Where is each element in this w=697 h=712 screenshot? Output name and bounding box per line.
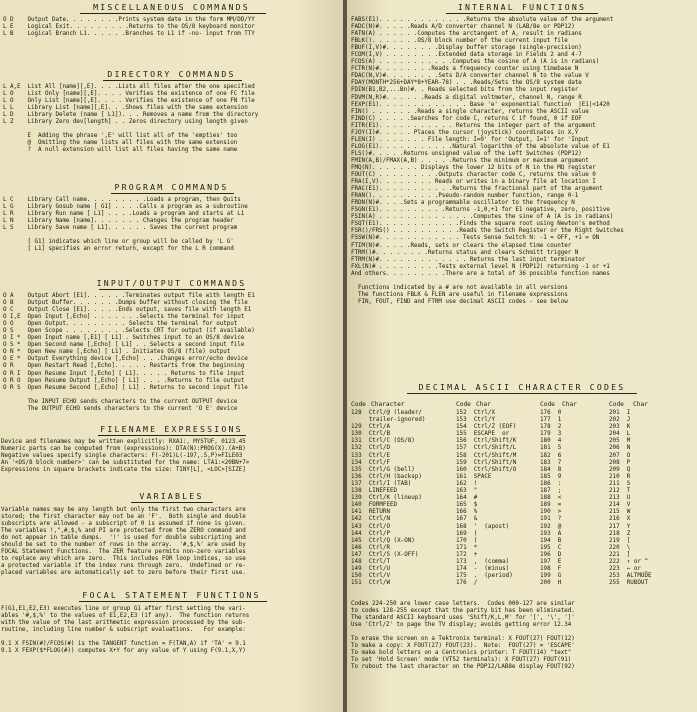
directory-commands-text (3, 84, 258, 154)
text-line: E Adding the phrase ',E' will list all of the 'empties' too (3, 133, 238, 140)
left-page (0, 0, 343, 712)
text-line: 161 SPACE (456, 473, 492, 480)
heading-underline (99, 289, 245, 290)
ascii-column-2 (456, 410, 516, 587)
text-line: L D Library Delete (name [ L1]). . . Removes a name from the directory (3, 112, 259, 119)
text-line: FSGN(E1). . . . . . . . . .Returns -1,0,+1 for E1 negative, zero, positive (351, 207, 610, 214)
text-line: with the value of the last arithmetic expression processed by the sub- (1, 620, 246, 627)
text-line: FABS(E1). . . . . . . . . . . . .Returns the absolute value of the argument (351, 17, 614, 23)
text-line: 137 Ctrl/I (TAB) (351, 480, 412, 487)
text-line: 191 ? (540, 516, 562, 523)
text-line: 129 Ctrl/A (351, 424, 391, 431)
text-line: 131 Ctrl/C (OS/8) (351, 438, 415, 445)
right-page (347, 0, 697, 712)
text-line: The standard ASCII keyboard uses 'Shift/K,L,M' for '[', '\', ']' (351, 615, 575, 622)
text-line: 128 Ctrl/@ (leader/ (351, 410, 422, 416)
text-line: 180 4 (540, 438, 562, 445)
text-line (351, 278, 624, 285)
text-line: O R O Open Resume Output [,Echo] [ L1] . . . .Returns to file output (3, 377, 245, 384)
text-line: 253 ALTMODE (609, 573, 652, 580)
text-line: O R S Open Resume Second [,Echo] [ L1] . Returns to second input file (3, 384, 248, 391)
text-line: 186 : (540, 480, 562, 487)
text-line: 220 \ (609, 544, 631, 551)
header-code-4: Code (609, 401, 624, 408)
text-line: 196 D (540, 551, 562, 558)
text-line: 162 ! (456, 480, 478, 487)
header-char-3: Char (562, 401, 577, 408)
text-line: a protected variable if the index runs through zero. Undefined or re- (1, 563, 246, 570)
text-line: @ Omitting the name lists all files with the same extension (3, 140, 238, 147)
text-line (3, 392, 255, 399)
text-line: FCOS(A) . . . . . . . . . . .Computes the cosine of A (A is in radians) (351, 59, 600, 66)
text-line: 146 Ctrl/R (351, 544, 391, 551)
text-line: 157 Ctrl/Shift/L (456, 445, 517, 452)
text-line: 150 Ctrl/V (351, 573, 391, 580)
ascii-column-4 (609, 410, 652, 587)
text-line: 134 Ctrl/F (351, 459, 391, 466)
text-line: O I,E Open Input [,Echo] . . . . . . .Selects the terminal for input (3, 314, 245, 321)
text-line: FCTR(N)#. . . . . . . .Reads a frequency counter using timebase N (351, 66, 579, 73)
input-output-commands-text (3, 293, 255, 413)
header-char-4: Char (633, 401, 648, 408)
text-line: 9.1 X FSIN(#)/FCOS(#) is the TANGENT function = F(TAN,A) if 'TA' = 9.1 (1, 641, 246, 648)
text-line: O I * Open Input name [,E1] [ L1] . Switches input to an OS/8 device (3, 335, 245, 342)
program-commands-text (3, 197, 248, 253)
section-heading-program: PROGRAM COMMANDS (114, 182, 229, 192)
text-line: to replace any which are zero. This includes FOR loop indices, so use (1, 556, 246, 563)
text-line: O D Output Date. . . . . . . .Prints system date in the form MM/DD/YY (3, 17, 255, 23)
text-line (351, 629, 575, 636)
text-line: 184 8 (540, 466, 562, 473)
heading-underline (79, 601, 267, 602)
text-line: 173 , (comma) (456, 558, 510, 565)
text-line: FMQ(N). . . . . . . Displays the lower 12 bits of N in the MQ register (351, 164, 596, 171)
text-line: 189 = (540, 502, 562, 509)
text-line: 133 Ctrl/E (351, 452, 391, 459)
text-line: 9.1 X FEXP($*FLOG(#)) computes X+Y for any value of Y using F(9.1,X,Y) (1, 648, 246, 655)
text-line: 212 T (609, 488, 631, 495)
text-line (3, 126, 258, 133)
text-line: FIND(C) . . . . .Searches for code C, returns C if found, 0 if EOF (351, 115, 582, 122)
text-line: FTRM()#. . . . . . . .Returns status and clears Schmitt trigger N (351, 249, 579, 256)
text-line: 144 Ctrl/P (351, 530, 391, 537)
text-line: 147 Ctrl/S (X-OFF) (351, 551, 419, 558)
ascii-column-1 (351, 410, 425, 587)
section-heading-internal-functions: INTERNAL FUNCTIONS (457, 2, 587, 12)
text-line: 179 3 (540, 431, 562, 438)
text-line: FRAN(). . . . . . . . . .Pseudo-random number function, range 0-1 (351, 193, 579, 200)
text-line: Numeric parts can be computed from (expressions): DTA(N):PROG(X).(A+B) (1, 446, 246, 453)
text-line: 209 Q (609, 466, 631, 473)
text-line: FDAC(N,V)#. . . . . . . .Sets D/A converter channel N to the value V (351, 73, 589, 80)
text-line: FRA(I,V). . . . . . . . Reads or writes in a binary file at location I (351, 179, 596, 186)
text-line: 202 J (609, 417, 631, 424)
text-line: 181 5 (540, 445, 562, 452)
heading-underline (407, 393, 637, 394)
text-line: To rubout the last character on the PDP12/LAB8e display FOUT(92) (351, 664, 575, 671)
text-line: 211 S (609, 480, 631, 487)
text-line: [ L1] specifies an error return, except for the L R command (3, 246, 234, 253)
text-line: 199 G (540, 573, 562, 580)
text-line: 219 [ (609, 537, 631, 544)
text-line: FATN(A) . . . . . .Computes the arctangent of A, result in radians (351, 31, 582, 38)
text-line: 200 H (540, 580, 562, 587)
text-line: O R I Open Resume Input [,Echo] [ L1]. . . . . Returns to file input (3, 370, 245, 377)
text-line: 188 < (540, 495, 562, 502)
text-line: 182 6 (540, 452, 562, 459)
text-line: 171 * (456, 544, 478, 551)
text-line: stored; the first character may not be an 'F'. Both single and double (1, 514, 246, 521)
section-heading-input-output: INPUT/OUTPUT COMMANDS (96, 278, 247, 288)
text-line: 198 F (540, 566, 562, 573)
ascii-column-3 (540, 410, 561, 587)
text-line: 136 Ctrl/H (backsp) (351, 473, 422, 480)
text-line: 138 LINEFEED (351, 488, 398, 495)
text-line: FEXP(E1). . . . . . . . . . . . . Base 'e' exponential function |E1|<1420 (351, 101, 610, 108)
text-line: FBLK(). . . . . . .OS/8 block number of the current input file (351, 38, 568, 45)
text-line: Expressions in square brackets indicate the size: TINY[L], <LOC>[SIZE] (1, 467, 246, 474)
text-line: To make a copy: X FOUT(27) FOUT(23). Note: FOUT(27) = 'ESCAPE' (351, 643, 575, 650)
text-line: 167 & (456, 516, 478, 523)
text-line: 214 V (609, 502, 631, 509)
section-heading-misc: MISCELLANEOUS COMMANDS (93, 2, 250, 12)
text-line: FTRM(N)#. . . . . . . . . . . . . Returns the last input terminator (351, 256, 586, 263)
text-line: FRAC(E1). . . . . . . . . . .Returns the fractional part of the argument (351, 186, 603, 193)
text-line: FMIN(A,B)/FMAX(A,B) . . . . .Returns the minimum or maximum argument (351, 157, 589, 164)
text-line: routine, including line number & subscript evaluations. For example: (1, 627, 246, 634)
text-line: 183 7 (540, 459, 562, 466)
text-line: 158 Ctrl/Shift/M (456, 452, 517, 459)
text-line: do not appear in table dumps. '!' is used for double subscripting and (1, 535, 246, 542)
text-line: L O List Only [name][,E]. . . . Verifies the existence of one FC file (3, 91, 255, 98)
ascii-notes-text (351, 601, 575, 671)
section-heading-directory: DIRECTORY COMMANDS (107, 69, 236, 79)
text-line: 192 @ (540, 523, 562, 530)
text-line: 175 . (period) (456, 573, 513, 580)
text-line: 176 / (456, 580, 478, 587)
text-line: Functions indicated by a # are not available in all versions (351, 284, 568, 291)
text-line: 221 ] (609, 551, 631, 558)
internal-functions-text (351, 17, 624, 306)
heading-underline (80, 13, 266, 14)
header-character: Character (371, 401, 405, 408)
text-line: FLS()#. . . . .Returns unsigned value of the Left Switches (PDP12) (351, 150, 582, 157)
text-line: F(G1,E1,E2,E3) executes line or group G1 after first setting the vari- (1, 606, 246, 612)
text-line: L B Logical Branch L1. . . . . .Branches to L1 if -no- input from TTY (3, 31, 255, 38)
text-line: An '<OS/8 block number>' can be substituted for the name: LTA1:<20BN+7> (1, 460, 250, 467)
text-line: FBUF(I,V)#. . . . . . . .Display buffer storage (single-precision) (351, 45, 582, 52)
text-line: trailer-ignored) (351, 417, 426, 424)
text-line: FLOG(E1). . . . . . . . . . .Natural logarithm of the absolute value of E1 (351, 143, 610, 150)
text-line: 154 Ctrl/Z (EOF) (456, 424, 517, 431)
text-line: FSIN(A) . . . . . . . . . . . . . .Computes the sine of A (A is in radians) (351, 214, 614, 221)
text-line: FDAY(MONTH*256+DAY*8+YEAR-78) . . .Reads/Sets the OS/8 system date (351, 80, 582, 87)
text-line: 163 " (456, 488, 478, 495)
text-line: 195 C (540, 544, 562, 551)
text-line (1, 634, 249, 641)
misc-commands-text (3, 17, 255, 38)
text-line: 156 Ctrl/Shift/K (456, 438, 517, 445)
text-line: 204 L (609, 431, 631, 438)
text-line: 139 Ctrl/K (lineup) (351, 495, 422, 502)
text-line: 142 Ctrl/N (351, 516, 391, 523)
variables-text (1, 507, 246, 577)
text-line: 160 Ctrl/Shift/O (456, 466, 517, 473)
text-line: O N * Open New name [,Echo] [ L1] . Initiates OS/8 (file) output (3, 349, 231, 356)
text-line: Use 'Ctrl/Z' to page the TV display; avoids getting error 12.34 (351, 622, 572, 629)
text-line: subscripts are allowed - a subscript of 0 is assumed if none is given. (1, 521, 246, 528)
text-line: 174 - (minus) (456, 566, 510, 573)
filename-expressions-text (1, 439, 249, 474)
text-line: L G Library Gosub name [ G1] . . . .Calls a program as a subroutine (3, 204, 248, 211)
text-line: O E * Output Everything device [,Echo] . . .Changes error/echo device (3, 356, 248, 363)
text-line: O A Output Abort [E1]. . . . . .Terminates output file with length E1 (3, 293, 255, 299)
text-line: 208 P (609, 459, 631, 466)
text-line: 217 Y (609, 523, 631, 530)
text-line: 206 N (609, 445, 631, 452)
text-line: 194 B (540, 537, 562, 544)
text-line: 152 Ctrl/X (456, 410, 496, 416)
text-line: L S Library Save name [ L1]. . . . . . Saves the current program (3, 225, 238, 232)
text-line: 210 R (609, 473, 631, 480)
text-line: 148 Ctrl/T (351, 558, 391, 565)
text-line: 145 Ctrl/Q (X-ON) (351, 537, 415, 544)
text-line: 165 $ (456, 502, 478, 509)
text-line: O B Output Buffer. . . . . . .Dumps buffer without closing the file (3, 300, 248, 307)
text-line: The functions FBLK & FLEN are useful in filename expressions (351, 291, 568, 298)
text-line: FSR()/FRS() . . . . . . . . . .Reads the Switch Register or the Right Switches (351, 228, 624, 235)
header-char-2: Char (476, 401, 491, 408)
text-line: Negative values specify single characters: F(-201)L(-197,.5,P)=FILE03 (1, 453, 243, 460)
text-line: FIN, FOUT, FIND and FTRM use decimal ASCII codes - see below (351, 298, 568, 305)
header-code-1: Code (351, 401, 366, 408)
text-line (3, 232, 248, 239)
text-line: 140 FORMFEED (351, 502, 398, 509)
focal-statement-functions-text (1, 606, 249, 655)
text-line: L N Library Name [name]. . . . . . . Changes the program header (3, 218, 234, 225)
text-line: L C Library Call name. . . . . . . . .Loads a program, then Quits (3, 197, 241, 203)
text-line: [ G1] indicates which line or group will be called by 'L G' (3, 239, 234, 246)
text-line: FSSW(N)#. . . . . . . . . . . . Tests Sense Switch N: -1 = OFF, +1 = ON (351, 235, 600, 242)
text-line: O R Open Restart Read [,Echo]. . . . . Restarts from the beginning (3, 363, 245, 370)
text-line: 164 # (456, 495, 478, 502)
text-line: FCOM(I,V) . . . . . . . .Extended data storage in Fields 2 and 4-7 (351, 52, 582, 59)
text-line: L Z Library Zero dev[length] . . Zeros directory using length given (3, 119, 248, 126)
text-line: L O Only List [name][,E]. . . . Verifies the existence of one FN file (3, 98, 255, 105)
text-line: FSQT(E1). . . . . . . . . . . .Finds the square root using Newton's method (351, 221, 610, 228)
section-heading-ascii-codes: DECIMAL ASCII CHARACTER CODES (418, 382, 626, 392)
text-line: L L Library List [name][,E]. . .Shows files with the same extension (3, 105, 248, 112)
text-line: 187 ; (540, 488, 562, 495)
text-line: The variables !,",#,$,% and PI are protected from the ZERO command and (1, 528, 246, 535)
text-line: 153 Ctrl/Y (456, 417, 496, 424)
text-line: O O Open Output. . . . . . . . . Selects the terminal for output (3, 321, 238, 328)
text-line: Variable names may be any length but only the first two characters are (1, 507, 246, 513)
text-line: 213 U (609, 495, 631, 502)
text-line: 141 RETURN (351, 509, 391, 516)
text-line: 218 Z (609, 530, 631, 537)
text-line: The INPUT ECHO sends characters to the current OUTPUT device (3, 398, 238, 405)
text-line: 216 X (609, 516, 631, 523)
text-line: To erase the screen on a Tektronix terminal: X FOUT(27) FOUT(12) (351, 636, 575, 643)
text-line: L R Library Run name [ L1] . . . .Loads a program and starts at L1 (3, 211, 245, 218)
text-line: 207 O (609, 452, 631, 459)
text-line: 203 K (609, 424, 631, 431)
text-line: The OUTPUT ECHO sends characters to the current 'O E' device (3, 405, 238, 412)
text-line: O S Open Scope . . . . . . . . .Selects CRT for output (if available) (3, 328, 255, 335)
text-line: 132 Ctrl/D (351, 445, 391, 452)
text-line: O C Output Close [E1]. . . . .Ends output, saves file with length E1 (3, 307, 252, 314)
text-line: FXL(N)# . . . . . . . . .Tests external level N (PDP12) returning -1 or +1 (351, 263, 610, 270)
text-line: To set 'Hold Screen' mode (VT52 terminals): X FOUT(27) FOUT(91) (351, 657, 572, 664)
heading-underline (131, 502, 213, 503)
text-line: 135 Ctrl/G (bell) (351, 466, 415, 473)
text-line: FRDN(N)#. . . .Sets a programmable oscillator to the frequency N (351, 200, 575, 207)
header-code-2: Code (456, 401, 471, 408)
text-line: placed variables are automatically set to zero before their first use. (1, 570, 246, 577)
text-line: 197 E (540, 558, 562, 565)
text-line: 177 1 (540, 417, 562, 424)
text-line: 176 0 (540, 410, 562, 416)
text-line: 178 2 (540, 424, 562, 431)
section-heading-variables: VARIABLES (139, 491, 204, 501)
text-line: should be set to the number of rows in the array. '#,$,%' are used by (1, 542, 246, 549)
text-line: 223 ← or _ (609, 566, 649, 573)
text-line: Codes 224-250 are lower case letters. Codes 000-127 are similar (351, 601, 575, 607)
text-line: 168 ' (apost) (456, 523, 510, 530)
text-line: 166 % (456, 509, 478, 516)
text-line: To make bold letters on a Centronics printer: T FOUT(14) "text" (351, 650, 572, 657)
text-line: And others. . . . . . . . .There are a total of 36 possible function names (351, 270, 610, 277)
text-line: 169 ( (456, 530, 478, 537)
text-line: 193 A (540, 530, 562, 537)
text-line: FADC(N)#. . . . .Reads A/D converter channel N (LAB/8e or PDP12) (351, 24, 575, 31)
text-line: FDIN(B1,B2,...Bn)#. . Reads selected bits from the input register (351, 87, 579, 94)
text-line: 205 M (609, 438, 631, 445)
text-line: FJOY(I)#. . . . . Places the cursor (joystick) coordinates in X,Y (351, 129, 579, 136)
text-line: 255 RUBOUT (609, 580, 649, 587)
text-line: 155 ESCAPE or (456, 431, 510, 438)
text-line: 222 ↑ or ^ (609, 558, 649, 565)
text-line: 149 Ctrl/U (351, 566, 391, 573)
text-line: 215 W (609, 509, 631, 516)
text-line: 159 Ctrl/Shift/N (456, 459, 517, 466)
text-line: to codes 128-255 except that the parity bit has been eliminated. (351, 608, 575, 615)
section-heading-filename: FILENAME EXPRESSIONS (100, 424, 243, 434)
text-line: 190 > (540, 509, 562, 516)
heading-underline (103, 80, 242, 81)
text-line: FIN() . . . . . . .Reads a single character, returns the ASCII value (351, 108, 589, 115)
text-line: ? A null extension will list all files having the same name (3, 147, 238, 154)
heading-underline (98, 435, 246, 436)
section-heading-focal-statement-functions: FOCAL STATEMENT FUNCTIONS (82, 590, 261, 600)
text-line: FLEN(I) . . . . . . . File length: I=0' for 'Output, I=1' for 'Input (351, 136, 589, 143)
text-line: FITR(E1). . . . . . . . . . . Returns the integer part of the argument (351, 122, 596, 129)
heading-underline (111, 193, 234, 194)
text-line: ables '#,$,%' to the values of E1,E2,E3 (if any). The function returns (1, 613, 250, 620)
text-line: FTIM(N)#. . . . .Reads, sets or clears the elapsed time counter (351, 242, 572, 249)
text-line: 201 I (609, 410, 631, 416)
text-line: 143 Ctrl/O (351, 523, 391, 530)
text-line: L A,E List All [name][,E]. . . .Lists all files after the one specified (3, 84, 255, 90)
text-line: 130 Ctrl/B (351, 431, 391, 438)
text-line: 151 Ctrl/W (351, 580, 391, 587)
text-line: FOCAL Statement Functions. The ZER feature permits non-zero variables (1, 549, 246, 556)
text-line: O S * Open Second name [,Echo] [ L1] . . Selects a second input file (3, 342, 245, 349)
text-line: L E Logical Exit. . . . . . . . .Returns to the OS/8 keyboard monitor (3, 24, 255, 31)
text-line: FDVM(N,R)#. . . . . .Reads a digital voltmeter, channel N, range R (351, 94, 582, 101)
text-line: 185 9 (540, 473, 562, 480)
text-line: 170 ) (456, 537, 478, 544)
heading-underline (446, 13, 598, 14)
text-line: Device and filenames may be written explicitly: RXA1:, MYSTUF, 0123.45 (1, 439, 246, 445)
text-line: FOUT(C) . . . . . . . . .Outputs character code C, returns the value 0 (351, 172, 596, 179)
text-line: 172 + (456, 551, 478, 558)
header-code-3: Code (540, 401, 555, 408)
